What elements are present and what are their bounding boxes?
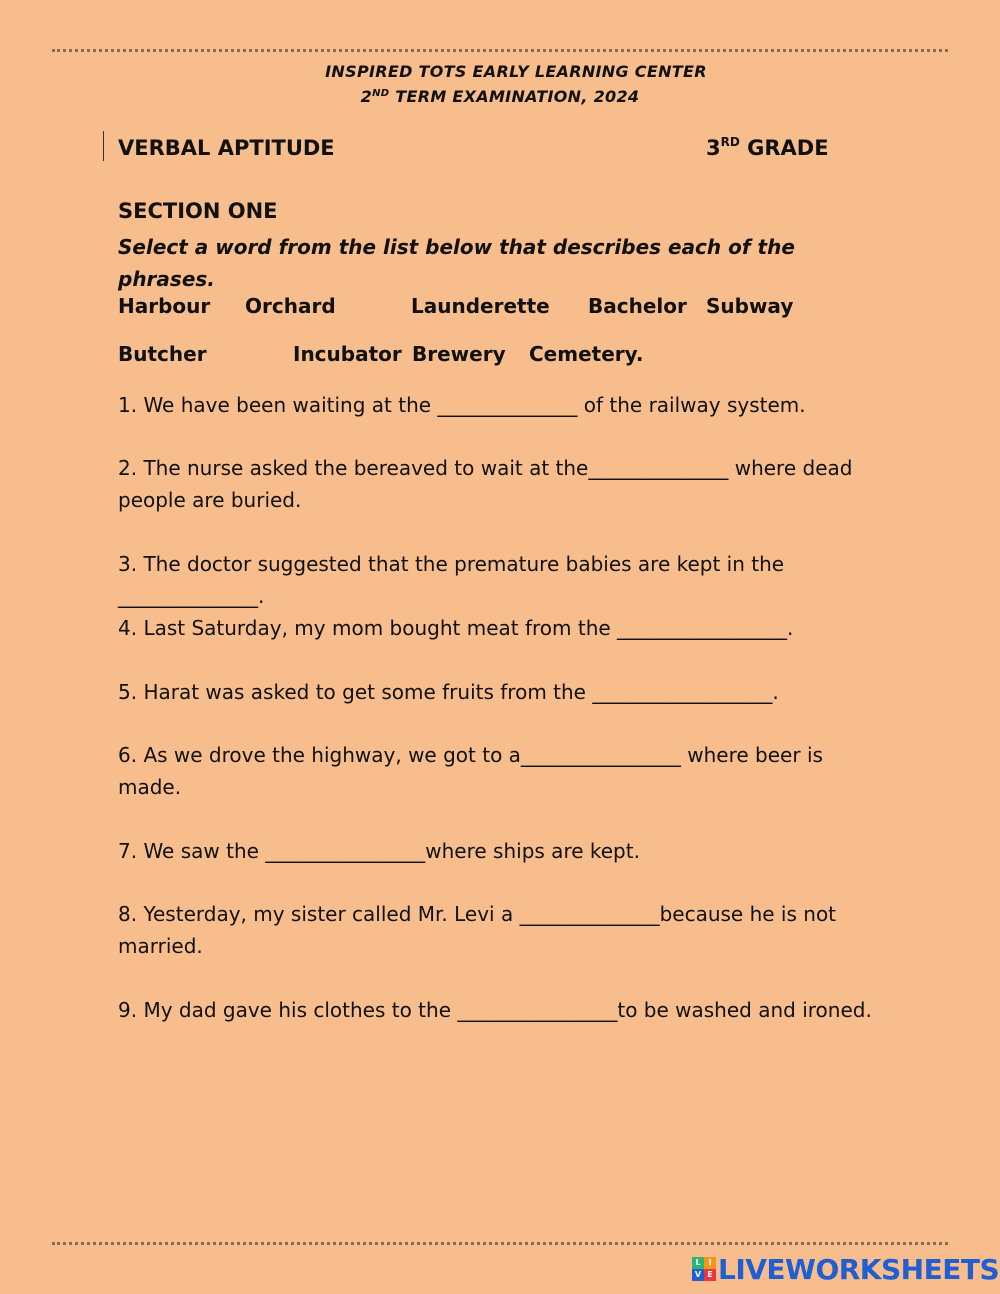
logo-text: LIVEWORKSHEETS bbox=[718, 1252, 1000, 1286]
word-bank-item: Cemetery. bbox=[529, 342, 644, 366]
question-1: 1. We have been waiting at the ______________ of the railway system. bbox=[118, 393, 806, 417]
school-name: INSPIRED TOTS EARLY LEARNING CENTER bbox=[325, 62, 707, 81]
term-suffix: ND bbox=[372, 88, 390, 99]
logo-mark-letter: L bbox=[692, 1257, 704, 1269]
logo-mark-letter: E bbox=[704, 1269, 716, 1281]
liveworksheets-mark-icon bbox=[692, 1257, 716, 1281]
word-bank-item: Butcher bbox=[118, 342, 207, 366]
top-dotted-border bbox=[52, 49, 948, 52]
grade-suffix: RD bbox=[720, 135, 740, 149]
word-bank-item: Subway bbox=[706, 294, 794, 318]
grade-rest: GRADE bbox=[739, 136, 829, 160]
question-6: 6. As we drove the highway, we got to a________________ where beer is made. bbox=[118, 743, 823, 799]
term-number: 2 bbox=[360, 87, 373, 106]
word-bank-item: Brewery bbox=[412, 342, 506, 366]
word-bank-item: Bachelor bbox=[588, 294, 687, 318]
logo-mark-letter: I bbox=[704, 1257, 716, 1269]
question-2: 2. The nurse asked the bereaved to wait at the______________ where dead people are buried. bbox=[118, 456, 853, 512]
exam-title bbox=[0, 87, 1000, 106]
word-bank-item: Launderette bbox=[411, 294, 550, 318]
question-9: 9. My dad gave his clothes to the ________________to be washed and ironed. bbox=[118, 998, 872, 1022]
text-cursor bbox=[103, 131, 104, 161]
question-3: 3. The doctor suggested that the premature babies are kept in the ______________. bbox=[118, 552, 785, 608]
question-7: 7. We saw the ________________where ships are kept. bbox=[118, 839, 640, 863]
grade-label bbox=[706, 136, 829, 160]
logo-mark-letter: V bbox=[692, 1269, 704, 1281]
liveworksheets-logo[interactable] bbox=[692, 1254, 999, 1284]
grade-number: 3 bbox=[706, 136, 721, 160]
question-8: 8. Yesterday, my sister called Mr. Levi a ______________because he is not married. bbox=[118, 902, 837, 958]
question-4: 4. Last Saturday, my mom bought meat from the _________________. bbox=[118, 616, 794, 640]
subject-title: VERBAL APTITUDE bbox=[118, 136, 335, 160]
section-instruction: Select a word from the list below that describes each of the phrases. bbox=[118, 235, 795, 291]
question-5: 5. Harat was asked to get some fruits from the __________________. bbox=[118, 680, 779, 704]
section-title: SECTION ONE bbox=[118, 199, 278, 223]
term-rest: TERM EXAMINATION, 2024 bbox=[389, 87, 640, 106]
word-bank-item: Harbour bbox=[118, 294, 211, 318]
word-bank-item: Orchard bbox=[245, 294, 336, 318]
word-bank-item: Incubator bbox=[293, 342, 402, 366]
bottom-dotted-border bbox=[52, 1242, 948, 1245]
